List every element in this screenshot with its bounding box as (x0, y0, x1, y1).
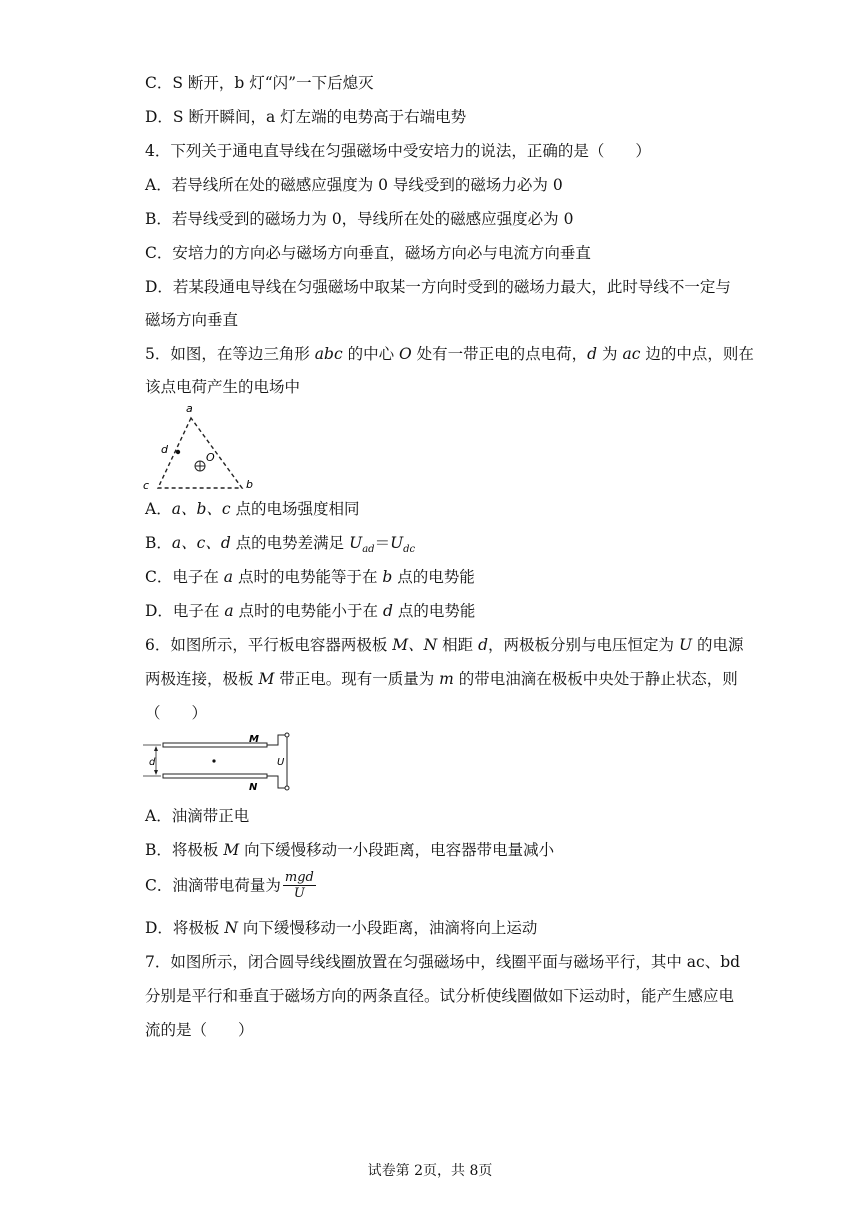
option-4b: B．若导线受到的磁场力为 0，导线所在处的磁感应强度必为 0 (145, 210, 574, 228)
question-4: 4．下列关于通电直导线在匀强磁场中受安培力的说法，正确的是（ ） (145, 142, 651, 160)
question-6-line1: 6．如图所示，平行板电容器两极板 M、N 相距 d，两极板分别与电压恒定为 U 的电源 (145, 636, 744, 654)
option-4c: C．安培力的方向必与磁场方向垂直，磁场方向必与电流方向垂直 (145, 244, 591, 262)
option-3d: D．S 断开瞬间，a 灯左端的电势高于右端电势 (145, 108, 467, 126)
option-5a: A．a、b、c 点的电场强度相同 (145, 500, 360, 518)
distance-d-label: d (149, 757, 156, 768)
midpoint-d-label: d (161, 443, 168, 456)
center-o-label: O (206, 451, 215, 464)
triangle-figure (140, 400, 265, 495)
page-footer: 试卷第 2页，共 8页 (367, 1163, 493, 1179)
plate-m-label: M (249, 734, 259, 745)
question-7-line2: 分别是平行和垂直于磁场方向的两条直径。试分析使线圈做如下运动时，能产生感应电 (145, 987, 735, 1005)
option-5c: C．电子在 a 点时的电势能等于在 b 点的电势能 (145, 568, 475, 586)
option-6b: B．将极板 M 向下缓慢移动一小段距离，电容器带电量减小 (145, 841, 555, 859)
question-6-line3: （ ） (145, 704, 208, 722)
option-6c: C．油滴带电荷量为 $\frac{\text{mgd}}{U}$ (145, 870, 314, 901)
question-7-line1: 7．如图所示，闭合圆导线线圈放置在匀强磁场中，线圈平面与磁场平行，其中 ac、bd (145, 953, 741, 971)
option-6d: D．将极板 N 向下缓慢移动一小段距离，油滴将向上运动 (145, 919, 538, 937)
option-4a: A．若导线所在处的磁感应强度为 0 导线受到的磁场力必为 0 (145, 176, 563, 194)
plate-n-label: N (249, 782, 258, 793)
option-5b: B．a、c、d 点的电势差满足 $U_{ad}=U_{dc}$ (145, 534, 416, 556)
voltage-u-label: U (277, 757, 285, 768)
option-4d-line2: 磁场方向垂直 (145, 311, 239, 329)
question-6-line2: 两极连接，极板 M 带正电。现有一质量为 m 的带电油滴在极板中央处于静止状态，则 (145, 670, 738, 688)
option-3c: C．S 断开，b 灯“闪”一下后熄灭 (145, 74, 374, 92)
capacitor-figure (140, 728, 300, 798)
vertex-a-label: a (186, 402, 193, 415)
option-4d-line1: D．若某段通电导线在匀强磁场中取某一方向时受到的磁场力最大，此时导线不一定与 (145, 278, 731, 296)
option-5d: D．电子在 a 点时的电势能小于在 d 点的电势能 (145, 602, 476, 620)
vertex-b-label: b (246, 478, 253, 491)
question-5-line2: 该点电荷产生的电场中 (145, 378, 301, 396)
charge-fraction: $\frac{\text{mgd}}{U}$ (284, 870, 314, 901)
question-5-line1: 5．如图，在等边三角形 abc 的中心 O 处有一带正电的点电荷，d 为 ac 边的中点，则在 (145, 345, 754, 363)
option-6a: A．油滴带正电 (145, 807, 250, 825)
question-7-line3: 流的是（ ） (145, 1021, 254, 1039)
vertex-c-label: c (143, 479, 150, 492)
